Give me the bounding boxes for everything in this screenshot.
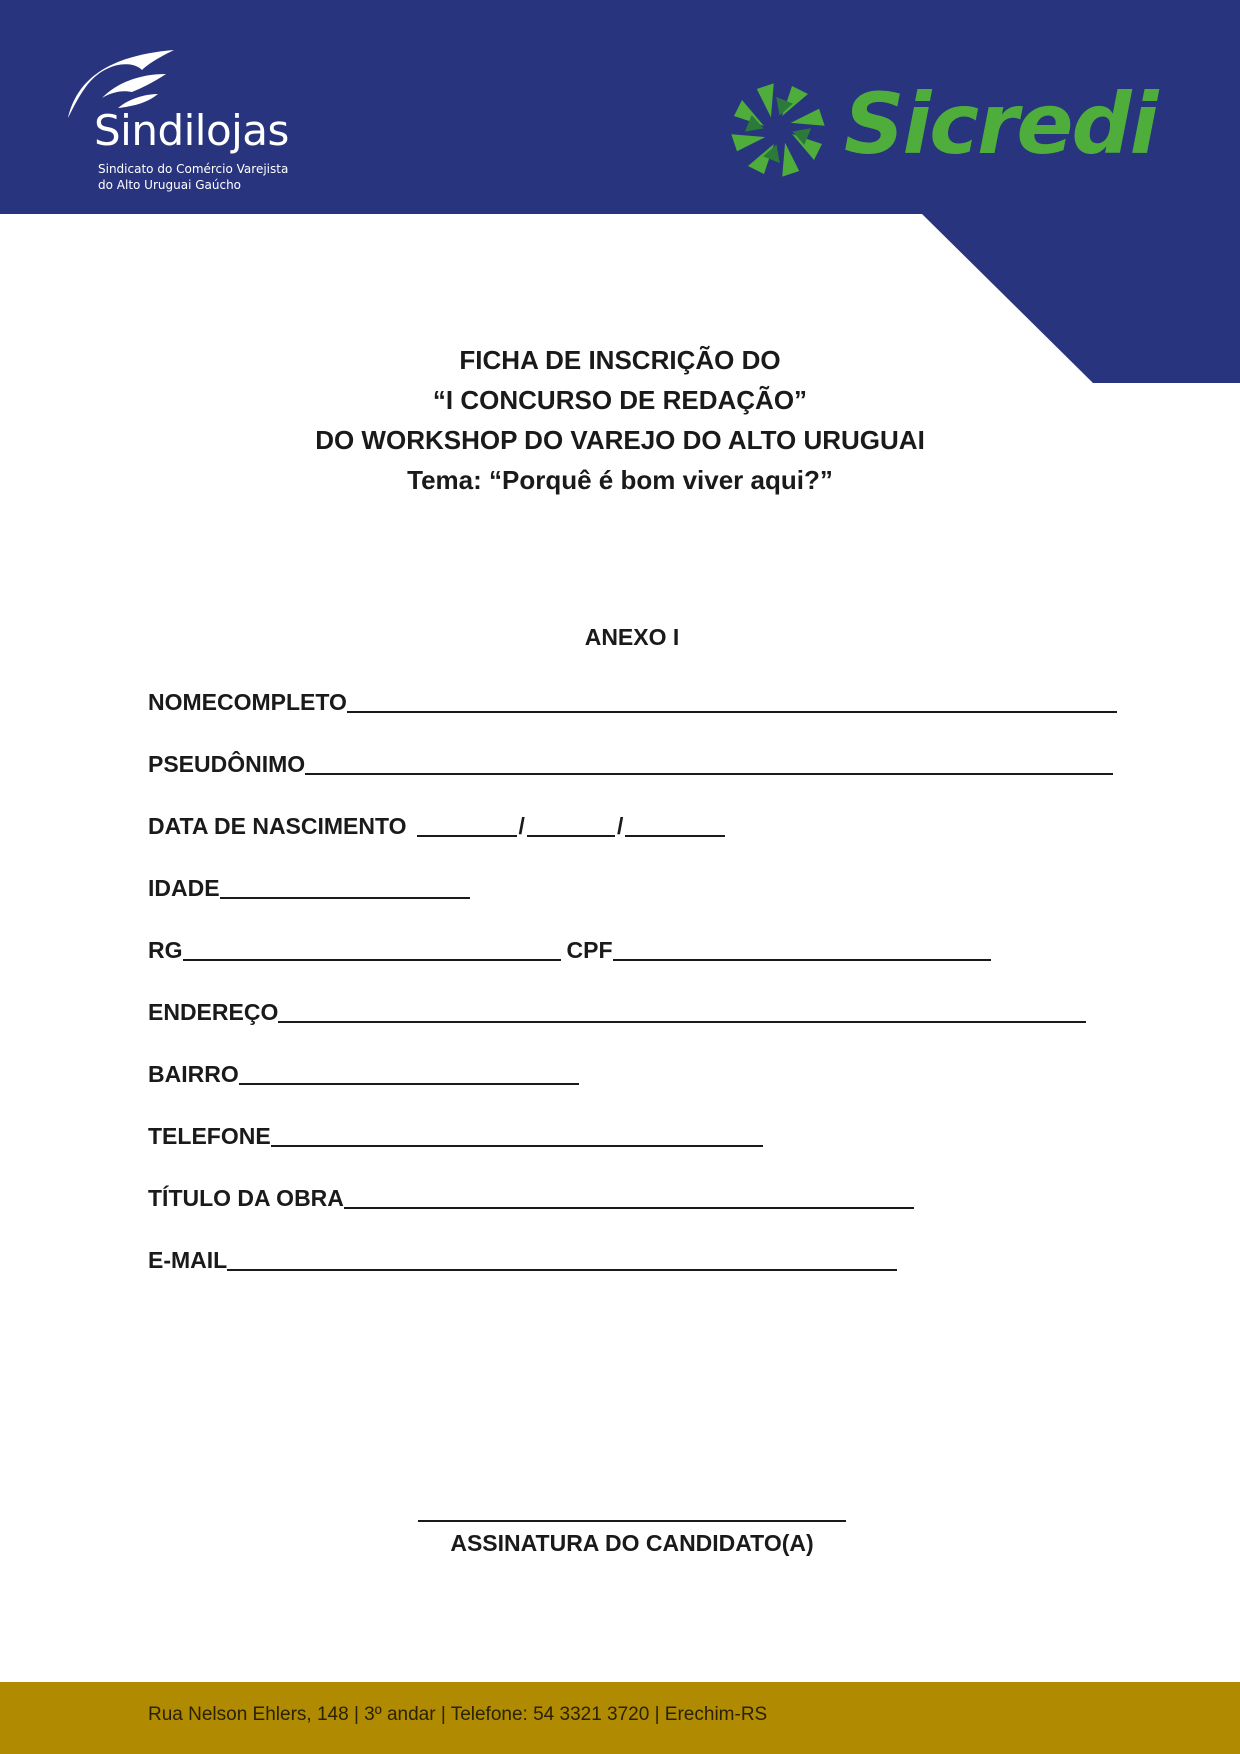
telefone-label: TELEFONE (148, 1123, 271, 1149)
sindilojas-logo (62, 44, 322, 204)
field-idade (148, 874, 470, 902)
sindilojas-name: Sindilojas (94, 106, 289, 155)
endereco-label: ENDEREÇO (148, 999, 279, 1025)
pseudonimo-label: PSEUDÔNIMO (148, 751, 306, 777)
date-separator-1: / (518, 813, 525, 839)
sicredi-pinwheel-icon (726, 78, 830, 182)
annex-label: ANEXO I (584, 624, 680, 650)
pseudonimo-blank[interactable] (305, 751, 1113, 775)
tagline-line-2: do Alto Uruguai Gaúcho (98, 178, 242, 192)
signature-line[interactable] (418, 1520, 846, 1522)
field-telefone (148, 1122, 763, 1150)
field-nome-completo (148, 688, 1117, 716)
nome-completo-blank[interactable] (347, 689, 1117, 713)
signature-label: ASSINATURA DO CANDIDATO(A) (450, 1530, 814, 1556)
title-line-1: FICHA DE INSCRIÇÃO DO (459, 345, 781, 375)
field-titulo-obra (148, 1184, 914, 1212)
email-label: E-MAIL (148, 1247, 228, 1273)
field-bairro (148, 1060, 579, 1088)
field-endereco (148, 998, 1086, 1026)
cpf-blank[interactable] (613, 937, 991, 961)
title-line-4: Tema: “Porquê é bom viver aqui?” (407, 465, 833, 495)
bairro-label: BAIRRO (148, 1061, 239, 1087)
field-email (148, 1246, 897, 1274)
field-pseudonimo (148, 750, 1113, 778)
sicredi-logo (726, 74, 1166, 184)
rg-label: RG (148, 937, 183, 963)
data-nascimento-label: DATA DE NASCIMENTO (148, 813, 407, 839)
title-line-2: “I CONCURSO DE REDAÇÃO” (432, 385, 808, 415)
sindilojas-tagline (98, 161, 288, 193)
tagline-line-1: Sindicato do Comércio Varejista (98, 162, 289, 176)
field-rg-cpf (148, 936, 991, 964)
form-title (200, 340, 1040, 500)
idade-blank[interactable] (220, 875, 470, 899)
sicredi-wordmark: Sicredi (844, 75, 1157, 173)
endereco-blank[interactable] (278, 999, 1086, 1023)
nome-completo-label: NOMECOMPLETO (148, 689, 347, 715)
bairro-blank[interactable] (239, 1061, 579, 1085)
telefone-blank[interactable] (271, 1123, 763, 1147)
titulo-obra-label: TÍTULO DA OBRA (148, 1185, 344, 1211)
footer-band (0, 1682, 1240, 1754)
titulo-obra-blank[interactable] (344, 1185, 914, 1209)
idade-label: IDADE (148, 875, 220, 901)
mes-blank[interactable] (527, 813, 615, 837)
footer-address: Rua Nelson Ehlers, 148 | 3º andar | Telefone: 54 3321 3720 | Erechim-RS (148, 1704, 768, 1725)
ano-blank[interactable] (625, 813, 725, 837)
field-data-nascimento (148, 812, 725, 840)
email-blank[interactable] (227, 1247, 897, 1271)
date-separator-2: / (616, 813, 624, 839)
rg-blank[interactable] (183, 937, 561, 961)
dia-blank[interactable] (417, 813, 517, 837)
cpf-label: CPF (566, 937, 613, 963)
title-line-3: DO WORKSHOP DO VAREJO DO ALTO URUGUAI (315, 425, 925, 455)
